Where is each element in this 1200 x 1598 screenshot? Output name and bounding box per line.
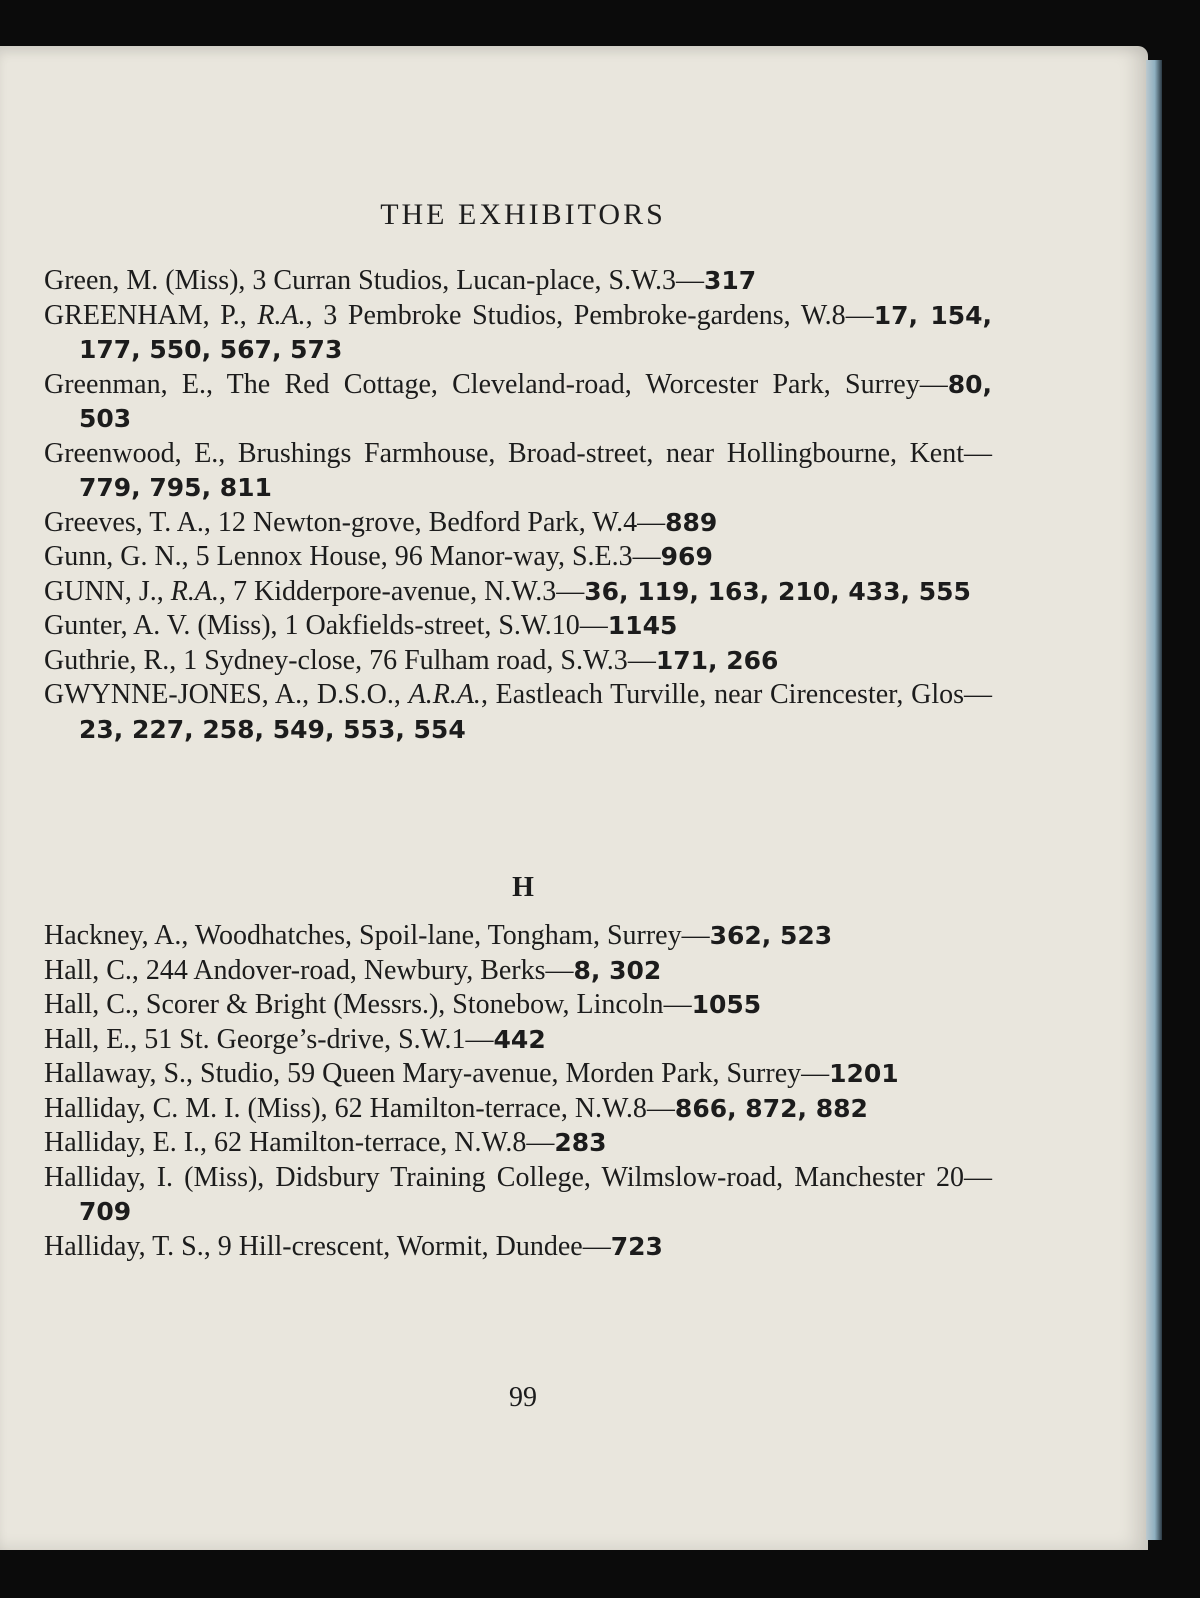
exhibitor-title: R.A.: [257, 299, 306, 331]
exhibitor-entry: Hallaway, S., Studio, 59 Queen Mary-avenue, Morden Park, Surrey—1201: [44, 1058, 899, 1089]
exhibitor-entry: Gunn, G. N., 5 Lennox House, 96 Manor-way, S.E.3—969: [44, 541, 713, 572]
exhibitor-name: Halliday, T. S., 9 Hill-crescent, Wormit, Dundee: [44, 1230, 583, 1262]
exhibitor-entry: Halliday, T. S., 9 Hill-crescent, Wormit, Dundee—723: [44, 1230, 663, 1262]
exhibitor-name: GWYNNE-JONES, A., D.S.O.,: [44, 679, 409, 710]
exhibitor-entry: Gunter, A. V. (Miss), 1 Oakfields-street, S.W.10—1145: [44, 610, 678, 641]
exhibitor-name: Halliday, E. I., 62 Hamilton-terrace, N.W.8: [44, 1127, 527, 1158]
exhibitor-name: Greenwood, E., Brushings Farmhouse, Broad-street, near Hollingbourne, Kent: [44, 437, 964, 469]
exhibitor-name: Hall, C., 244 Andover-road, Newbury, Berks: [44, 954, 546, 986]
catalogue-numbers: 317: [703, 266, 757, 295]
catalogue-numbers: 362, 523: [709, 921, 833, 950]
catalogue-numbers: 866, 872, 882: [674, 1093, 868, 1123]
exhibitor-entry: GUNN, J., R.A., 7 Kidderpore-avenue, N.W.3—36, 119, 163, 210, 433, 555: [44, 575, 971, 607]
exhibitor-entry: Halliday, E. I., 62 Hamilton-terrace, N.W.8—283: [44, 1127, 607, 1158]
page-header: THE EXHIBITORS: [380, 198, 666, 231]
catalogue-numbers: 442: [493, 1024, 546, 1054]
exhibitor-address: , Eastleach Turville, near Cirencester, Glos: [480, 679, 964, 710]
exhibitor-name: Hackney, A., Woodhatches, Spoil-lane, Tongham, Surrey: [44, 920, 682, 951]
catalogue-numbers: 709: [79, 1197, 132, 1226]
exhibitor-entry: GWYNNE-JONES, A., D.S.O., A.R.A., Eastleach Turville, near Cirencester, Glos—23, 227, 258, 549, 553, 554: [44, 679, 992, 744]
exhibitor-name: Hallaway, S., Studio, 59 Queen Mary-avenue, Morden Park, Surrey: [44, 1058, 802, 1089]
exhibitor-entry: Halliday, I. (Miss), Didsbury Training College, Wilmslow-road, Manchester 20—709: [44, 1161, 992, 1226]
exhibitor-name: GUNN, J.,: [44, 575, 171, 607]
exhibitor-list-h: [44, 919, 992, 1264]
catalogue-numbers: 889: [665, 507, 718, 537]
exhibitor-name: Gunn, G. N., 5 Lennox House, 96 Manor-way, S.E.3: [44, 541, 633, 572]
exhibitor-entry: Green, M. (Miss), 3 Curran Studios, Lucan-place, S.W.3—317: [44, 265, 757, 296]
exhibitor-entry: Greenman, E., The Red Cottage, Cleveland-road, Worcester Park, Surrey—80, 503: [44, 368, 992, 433]
exhibitor-list-g: [44, 264, 992, 747]
catalogue-numbers: 17, 154, 177, 550, 567, 573: [79, 300, 992, 364]
exhibitor-entry: Hall, C., Scorer & Bright (Messrs.), Stonebow, Lincoln—1055: [44, 989, 762, 1020]
exhibitor-entry: Halliday, C. M. I. (Miss), 62 Hamilton-terrace, N.W.8—866, 872, 882: [44, 1092, 868, 1124]
exhibitor-name: Green, M. (Miss), 3 Curran Studios, Lucan-place, S.W.3: [44, 265, 676, 296]
catalogue-numbers: 23, 227, 258, 549, 553, 554: [79, 714, 466, 744]
catalogue-numbers: 8, 302: [573, 955, 662, 985]
page-edge: [1146, 60, 1162, 1540]
catalogue-numbers: 1201: [829, 1059, 899, 1088]
exhibitor-name: GREENHAM, P.,: [44, 299, 258, 331]
exhibitor-name: Guthrie, R., 1 Sydney-close, 76 Fulham road, S.W.3: [44, 644, 628, 676]
exhibitor-name: Halliday, I. (Miss), Didsbury Training College, Wilmslow-road, Manchester 20: [44, 1161, 964, 1193]
exhibitor-title: R.A.: [170, 575, 219, 607]
catalogue-numbers: 1145: [607, 611, 678, 640]
exhibitor-name: Halliday, C. M. I. (Miss), 62 Hamilton-terrace, N.W.8: [44, 1092, 647, 1124]
exhibitor-entry: Greenwood, E., Brushings Farmhouse, Broad-street, near Hollingbourne, Kent—779, 795, 811: [44, 437, 992, 502]
catalogue-numbers: 779, 795, 811: [79, 473, 272, 502]
catalogue-numbers: 36, 119, 163, 210, 433, 555: [584, 576, 971, 606]
catalogue-numbers: 283: [554, 1128, 607, 1157]
exhibitor-entry: Hackney, A., Woodhatches, Spoil-lane, Tongham, Surrey—362, 523: [44, 920, 833, 951]
exhibitor-entry: Greeves, T. A., 12 Newton-grove, Bedford Park, W.4—889: [44, 506, 718, 538]
book-page: [0, 46, 1148, 1550]
exhibitor-entry: Hall, C., 244 Andover-road, Newbury, Berks—8, 302: [44, 954, 662, 986]
exhibitor-entry: GREENHAM, P., R.A., 3 Pembroke Studios, Pembroke-gardens, W.8—17, 154, 177, 550, 567, 573: [44, 299, 992, 364]
catalogue-numbers: 1055: [691, 990, 762, 1019]
exhibitor-name: Gunter, A. V. (Miss), 1 Oakfields-street, S.W.10: [44, 610, 580, 641]
catalogue-numbers: 80, 503: [79, 369, 992, 433]
catalogue-numbers: 723: [610, 1231, 663, 1261]
exhibitor-name: Greeves, T. A., 12 Newton-grove, Bedford Park, W.4: [44, 506, 638, 538]
exhibitor-title: A.R.A.: [408, 679, 481, 710]
exhibitor-name: Hall, C., Scorer & Bright (Messrs.), Stonebow, Lincoln: [44, 989, 664, 1020]
exhibitor-address: , 7 Kidderpore-avenue, N.W.3: [219, 575, 557, 607]
catalogue-numbers: 171, 266: [655, 645, 779, 675]
exhibitor-entry: Hall, E., 51 St. George’s-drive, S.W.1—442: [44, 1023, 546, 1055]
exhibitor-name: Greenman, E., The Red Cottage, Cleveland-road, Worcester Park, Surrey: [44, 368, 920, 400]
exhibitor-address: , 3 Pembroke Studios, Pembroke-gardens, W.8: [305, 299, 846, 331]
exhibitor-entry: Guthrie, R., 1 Sydney-close, 76 Fulham road, S.W.3—171, 266: [44, 644, 779, 676]
section-letter: H: [512, 872, 534, 903]
catalogue-numbers: 969: [660, 542, 713, 571]
page-number: 99: [509, 1382, 537, 1413]
exhibitor-name: Hall, E., 51 St. George’s-drive, S.W.1: [44, 1023, 466, 1055]
